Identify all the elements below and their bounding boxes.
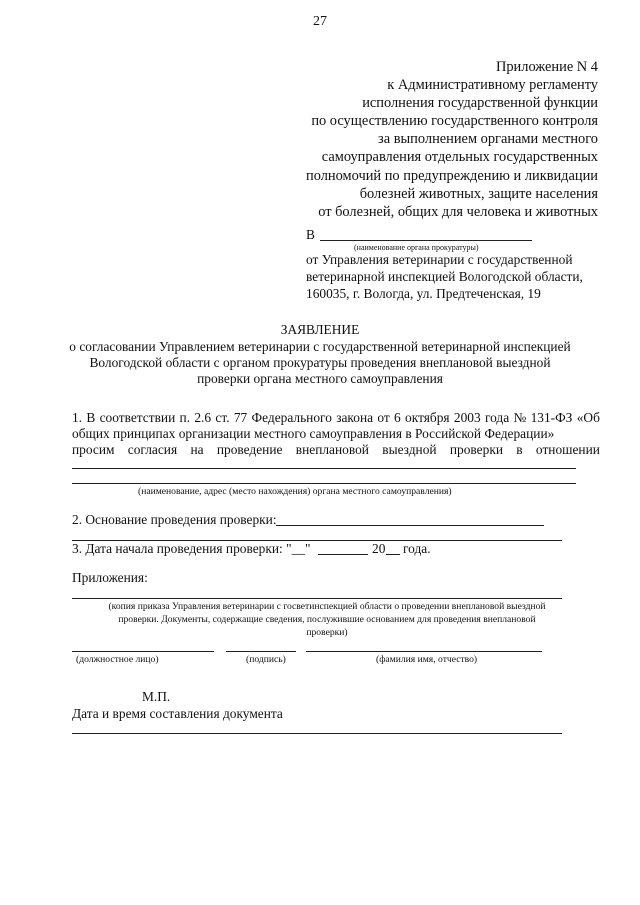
justified-word: 2003 bbox=[453, 410, 481, 425]
signature-name-line bbox=[306, 651, 542, 652]
appendix-line: исполнения государственной функции bbox=[362, 95, 598, 112]
item1-blank-line bbox=[72, 483, 576, 484]
appendix-line: за выполнением органами местного bbox=[378, 131, 598, 148]
attachments-caption-line: проверки) bbox=[306, 627, 348, 638]
justified-word: соответствии bbox=[99, 410, 176, 425]
appendix-line: болезней животных, защите населения bbox=[359, 185, 598, 202]
addressee-to-caption: (наименование органа прокуратуры) bbox=[354, 243, 479, 252]
stamp-label: М.П. bbox=[142, 689, 171, 704]
attachments-caption-line: проверки. Документы, содержащие сведения, послужившие основанием для проведения внеплановой bbox=[118, 614, 536, 625]
item2-label: 2. Основание проведения проверки: bbox=[72, 512, 277, 527]
appendix-line: Приложение N 4 bbox=[495, 59, 598, 75]
addressee-from-line: 160035, г. Вологда, ул. Предтеченская, 19 bbox=[306, 286, 541, 301]
justified-word: внеплановой bbox=[295, 442, 369, 457]
item1-line3 bbox=[72, 442, 600, 458]
addressee-from-line: ветеринарной инспекцией Вологодской области, bbox=[306, 269, 583, 284]
justified-word: от bbox=[377, 410, 390, 425]
appendix-line: от болезней, общих для человека и животных bbox=[318, 203, 598, 220]
addressee-to-line bbox=[320, 240, 532, 241]
item1-line1 bbox=[72, 410, 600, 426]
justified-word: 77 bbox=[233, 410, 248, 425]
justified-word: октября bbox=[405, 410, 450, 425]
item3-year-prefix: 20 bbox=[372, 541, 386, 556]
item3-year-suffix: года. bbox=[403, 541, 431, 556]
signature-position-caption: (должностное лицо) bbox=[76, 654, 159, 665]
justified-word: закона bbox=[336, 410, 374, 425]
appendix-line: полномочий по предупреждению и ликвидации bbox=[306, 167, 598, 184]
justified-word: 131-ФЗ bbox=[530, 410, 573, 425]
signature-sign-caption: (подпись) bbox=[246, 654, 286, 665]
item2-blank-line bbox=[276, 525, 544, 526]
appendix-line: к Административному регламенту bbox=[387, 77, 598, 94]
justified-word: 1. bbox=[72, 410, 83, 425]
date-label: Дата и время составления документа bbox=[72, 706, 283, 721]
statement-subtitle-line: о согласовании Управлением ветеринарии с государственной ветеринарной инспекцией bbox=[69, 339, 571, 354]
attachments-label: Приложения: bbox=[72, 570, 148, 585]
justified-word: 6 bbox=[394, 410, 401, 425]
attachments-blank-line bbox=[72, 598, 562, 599]
justified-word: просим bbox=[72, 442, 115, 457]
item3-label: 3. Дата начала проведения проверки: "__" bbox=[72, 541, 311, 556]
justified-word: в bbox=[516, 442, 523, 457]
justified-word: отношении bbox=[535, 442, 600, 457]
item1-blank-line bbox=[72, 468, 576, 469]
item3-year-line bbox=[386, 554, 400, 555]
addressee-to-prefix: В bbox=[306, 227, 315, 242]
justified-word: № bbox=[513, 410, 527, 425]
justified-word: года bbox=[484, 410, 510, 425]
justified-word: ст. bbox=[215, 410, 230, 425]
appendix-header bbox=[306, 58, 598, 221]
statement-subtitle-line: проверки органа местного самоуправления bbox=[197, 371, 443, 386]
statement-subtitle-line: Вологодской области с органом прокуратуры проведения внеплановой выездной bbox=[89, 355, 551, 370]
justified-word: проверки bbox=[449, 442, 503, 457]
justified-word: проведение bbox=[216, 442, 283, 457]
item3-month-line bbox=[318, 554, 368, 555]
justified-word: согласия bbox=[127, 442, 178, 457]
signature-name-caption: (фамилия имя, отчество) bbox=[376, 654, 478, 665]
justified-word: Федерального bbox=[251, 410, 332, 425]
item1-caption: (наименование, адрес (место нахождения) органа местного самоуправления) bbox=[138, 486, 452, 497]
addressee-from-line: от Управления ветеринарии с государственной bbox=[306, 252, 573, 267]
justified-word: на bbox=[190, 442, 204, 457]
statement-title: ЗАЯВЛЕНИЕ bbox=[280, 322, 360, 337]
appendix-line: по осуществлению государственного контроля bbox=[311, 113, 598, 130]
signature-position-line bbox=[72, 651, 214, 652]
justified-word: В bbox=[86, 410, 96, 425]
signature-sign-line bbox=[226, 651, 296, 652]
item1-line2: общих принципах организации местного самоуправления в Российской Федерации» bbox=[72, 426, 555, 441]
justified-word: 2.6 bbox=[194, 410, 212, 425]
appendix-line: самоуправления отдельных государственных bbox=[321, 149, 598, 166]
justified-word: п. bbox=[179, 410, 191, 425]
attachments-caption-line: (копия приказа Управления ветеринарии с госветинспекцией области о проведении внеплановой выездной bbox=[108, 601, 546, 612]
justified-word: выездной bbox=[382, 442, 437, 457]
page-number: 27 bbox=[313, 14, 327, 29]
date-blank-line bbox=[72, 733, 562, 734]
justified-word: «Об bbox=[576, 410, 600, 425]
